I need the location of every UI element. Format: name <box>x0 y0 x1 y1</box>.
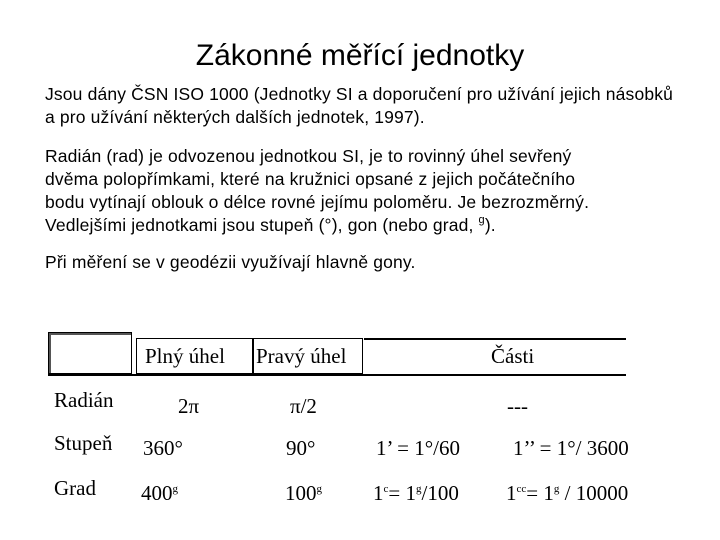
centigon-grad-sup: g <box>415 483 422 495</box>
page-title: Zákonné měřící jednotky <box>195 39 525 72</box>
radian-full: 2π <box>178 394 200 418</box>
units-table <box>48 332 672 512</box>
radian-right: π/2 <box>290 394 317 418</box>
degree-second: 1’’ = 1°/ 3600 <box>513 436 629 460</box>
radian-line-4 <box>45 214 685 237</box>
table-corner-blank <box>48 332 132 374</box>
cc-one: 1 <box>506 481 517 505</box>
grad-symbol: g <box>478 214 485 226</box>
header-full-angle: Plný úhel <box>145 344 225 368</box>
cc-sup: cc <box>516 483 527 495</box>
cc-grad-sup: g <box>553 483 560 495</box>
radian-line-4-text: Vedlejšími jednotkami jsou stupeň (°), gon (nebo grad, <box>45 215 479 235</box>
cc-eq: = 1 <box>526 481 554 505</box>
centigon-sup: c <box>383 483 389 495</box>
header-parts: Části <box>491 344 535 368</box>
row-label-degree: Stupeň <box>54 431 113 455</box>
grad-full-sup: g <box>172 483 178 495</box>
radian-line-4-end: ). <box>484 215 496 235</box>
grad-full-value: 400 <box>141 481 173 505</box>
header-bottom-border <box>48 374 626 376</box>
parts-header-top-border <box>364 338 626 340</box>
centigon-eq: = 1 <box>388 481 416 505</box>
radian-line-1: Radián (rad) je odvozenou jednotkou SI, je to rovinný úhel sevřený <box>45 146 572 166</box>
paragraph-standard: Jsou dány ČSN ISO 1000 (Jednotky SI a doporučení pro užívání jejich násobků a pro užívání některých dalších jednotek, 1997). <box>45 84 673 127</box>
header-divider <box>252 338 254 374</box>
grad-centicentigon <box>506 479 628 507</box>
cc-div: / 10000 <box>559 481 629 505</box>
paragraph-radian-definition <box>45 145 685 237</box>
grad-right-value: 100 <box>285 481 317 505</box>
degree-full: 360° <box>143 436 183 460</box>
degree-minute: 1’ = 1°/60 <box>376 436 461 460</box>
paragraph-geodesy: Při měření se v geodézii využívají hlavně gony. <box>45 252 416 272</box>
row-label-radian: Radián <box>54 388 114 412</box>
grad-centigon <box>373 479 459 507</box>
radian-parts: --- <box>507 394 528 418</box>
grad-right <box>285 479 322 507</box>
centigon-one: 1 <box>373 481 384 505</box>
degree-right: 90° <box>286 436 316 460</box>
centigon-div: /100 <box>421 481 459 505</box>
radian-line-2: dvěma polopřímkami, které na kružnici opsané z jejich počátečního <box>45 169 576 189</box>
header-right-angle: Pravý úhel <box>256 344 347 368</box>
grad-right-sup: g <box>316 483 322 495</box>
row-label-grad: Grad <box>54 476 96 500</box>
grad-full <box>141 479 178 507</box>
radian-line-3: bodu vytínají oblouk o délce rovné jejímu poloměru. Je bezrozměrný. <box>45 192 590 212</box>
